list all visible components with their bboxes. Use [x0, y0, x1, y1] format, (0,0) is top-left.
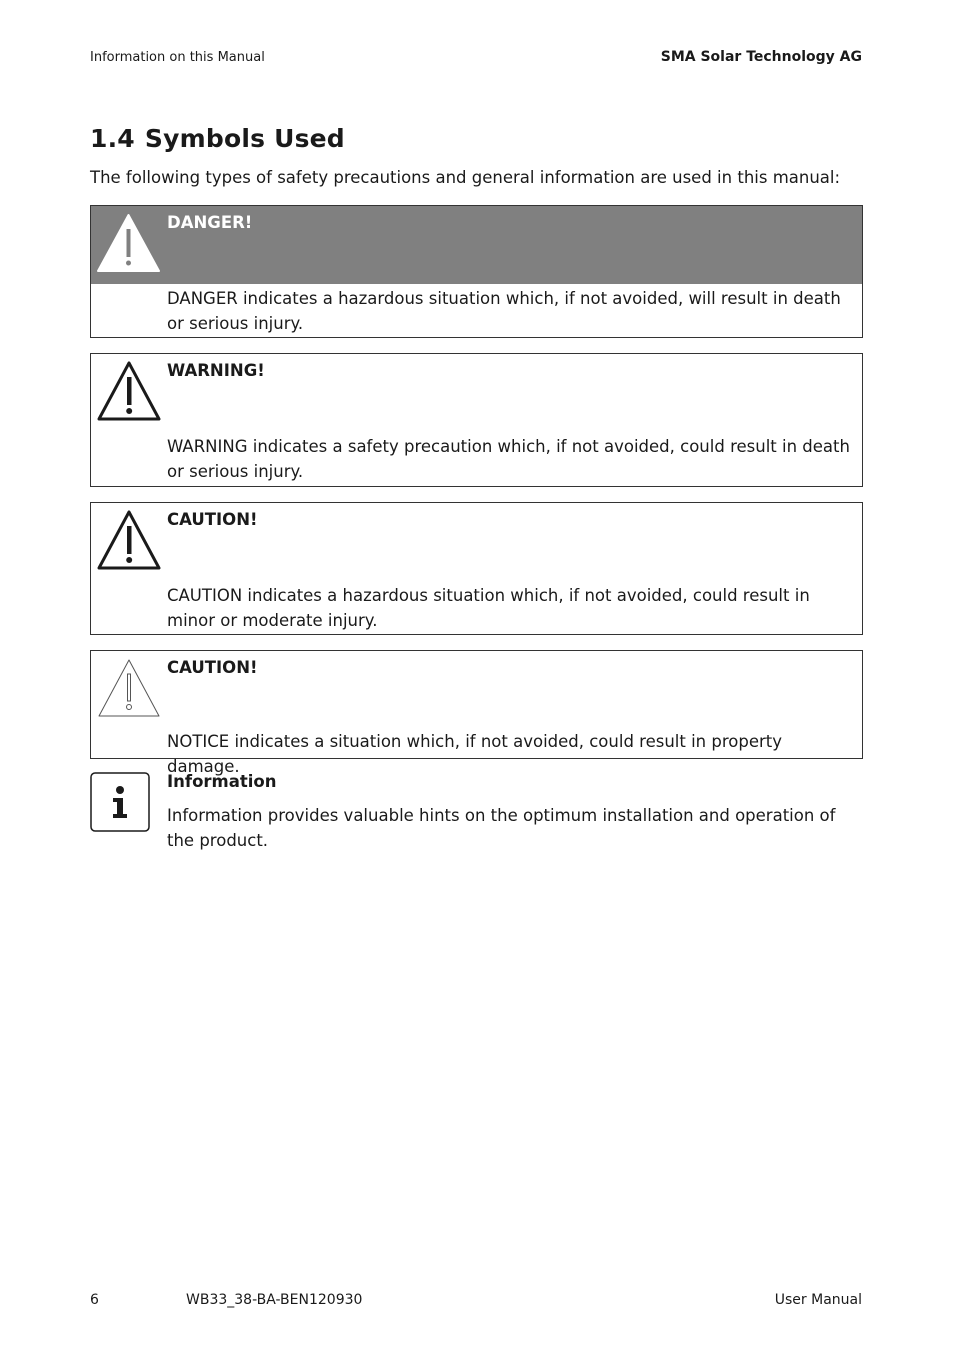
information-text: Information provides valuable hints on the optimum installation and operation of the product.: [167, 806, 836, 850]
section-number: 1.4: [90, 124, 135, 153]
warning-notice: [90, 353, 863, 487]
warning-triangle-icon: [95, 359, 163, 423]
info-icon: [90, 772, 150, 832]
section-intro: The following types of safety precautions and general information are used in this manual:: [90, 168, 841, 187]
warning-notice-title: WARNING!: [167, 361, 265, 380]
danger-notice: [90, 205, 863, 338]
footer-document-type: User Manual: [774, 1292, 862, 1308]
running-header-right: SMA Solar Technology AG: [660, 49, 862, 65]
section-title: [90, 124, 345, 153]
footer-document-id: WB33_38-BA-BEN120930: [186, 1292, 363, 1308]
caution-notice-title: CAUTION!: [167, 510, 258, 529]
danger-notice-text: DANGER indicates a hazardous situation which, if not avoided, will result in death or serious injury.: [167, 289, 841, 333]
notice-notice-header: [91, 651, 862, 729]
warning-notice-text: WARNING indicates a safety precaution which, if not avoided, could result in death or serious injury.: [167, 437, 850, 481]
caution-notice-text: CAUTION indicates a hazardous situation which, if not avoided, could result in minor or moderate injury.: [167, 586, 810, 630]
caution-notice-header: [91, 503, 862, 581]
caution-notice: [90, 502, 863, 635]
danger-notice-header: [91, 206, 862, 284]
footer-page-number: 6: [90, 1292, 99, 1308]
running-header-left: Information on this Manual: [90, 50, 265, 65]
information-title: Information: [167, 772, 277, 791]
warning-triangle-outline-icon: [95, 656, 163, 720]
notice-notice: [90, 650, 863, 776]
warning-triangle-icon: [94, 209, 163, 277]
warning-triangle-icon: [95, 508, 163, 572]
section-title-text: Symbols Used: [144, 124, 345, 153]
warning-notice-header: [91, 354, 862, 432]
notice-notice-title: CAUTION!: [167, 658, 258, 677]
notice-notice-text: NOTICE indicates a situation which, if not avoided, could result in property damage.: [167, 732, 783, 776]
danger-notice-title: DANGER!: [167, 213, 253, 232]
